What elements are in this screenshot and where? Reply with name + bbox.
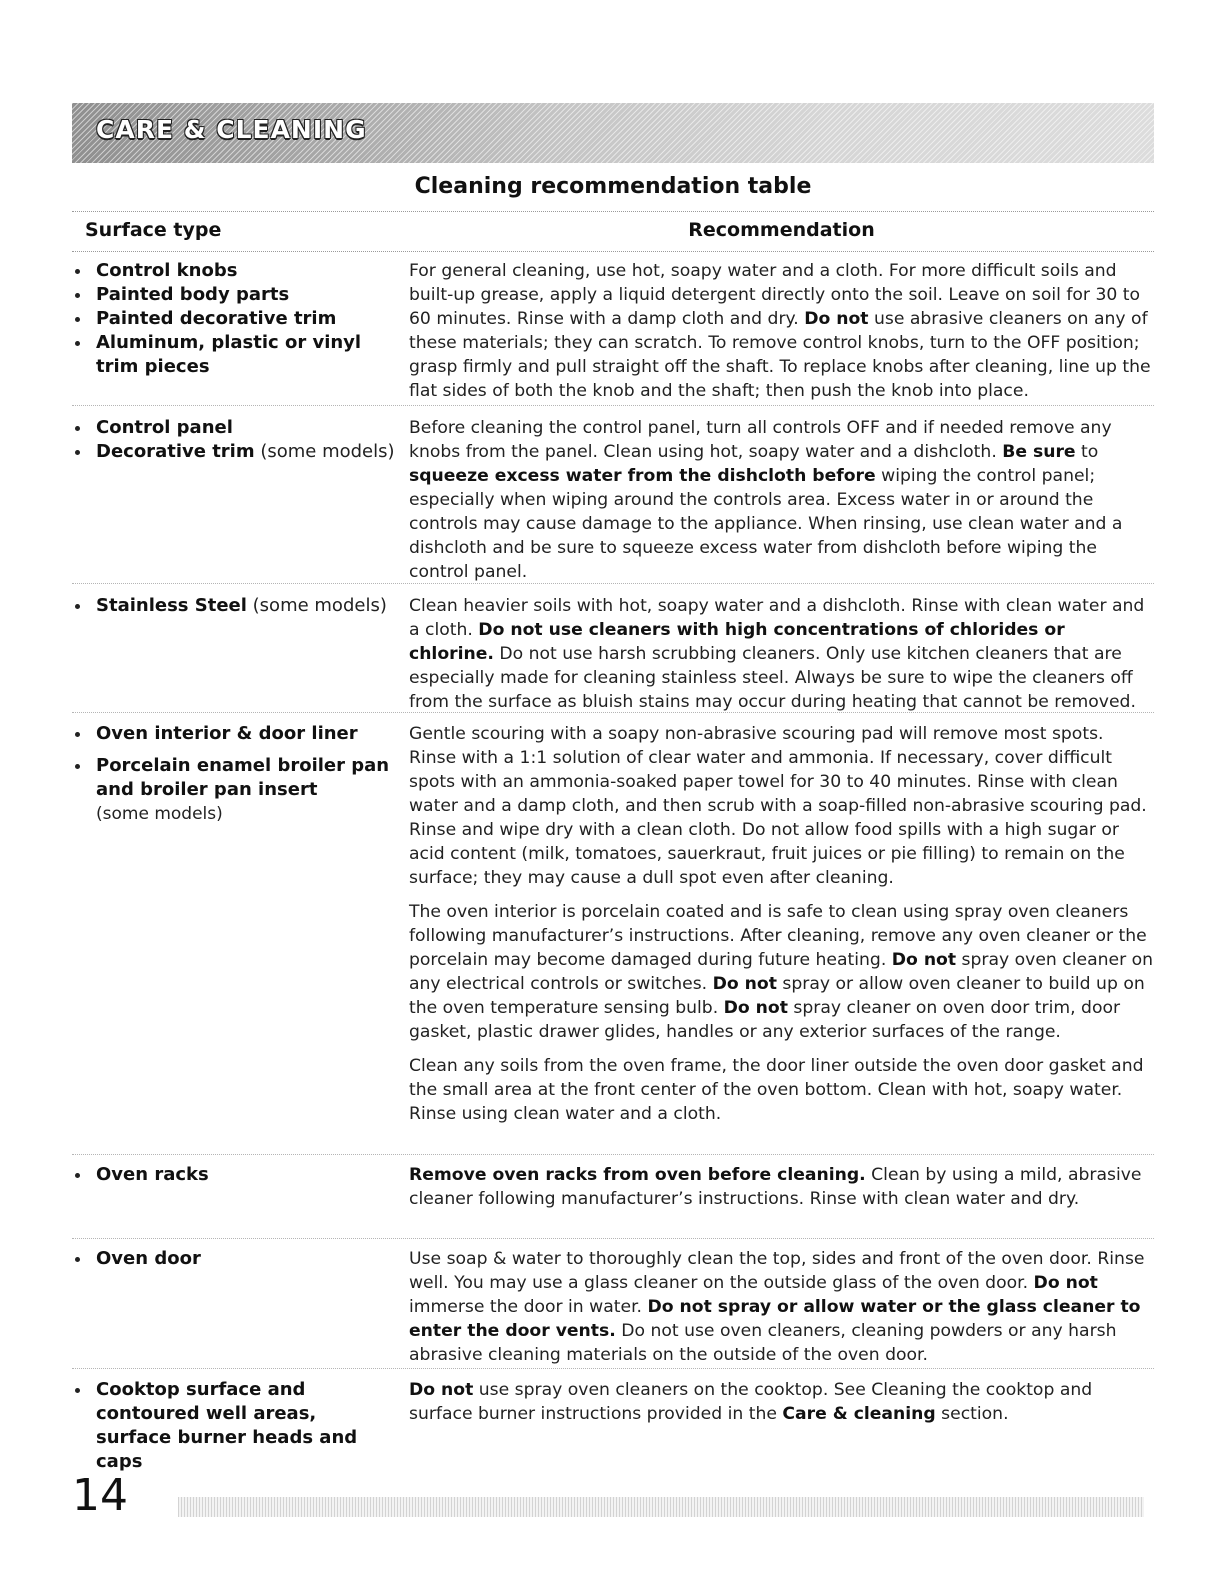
surface-name: Cooktop surface and contoured well areas, surface burner heads and caps <box>96 1379 358 1472</box>
body-text: Clean any soils from the oven frame, the door liner outside the oven door gasket and the small area at the front center of the oven bottom. Clean with hot, soapy water. Rinse using clean water and a cloth. <box>409 1056 1144 1124</box>
table-title: Cleaning recommendation table <box>414 174 812 199</box>
surface-name: Painted body parts <box>96 284 290 305</box>
row-divider <box>72 583 1154 584</box>
body-text: use spray oven cleaners on the cooktop. See Cleaning the cooktop and surface burner instructions provided in the <box>409 1380 1093 1424</box>
surface-name: Painted decorative trim <box>96 308 337 329</box>
body-text: For general cleaning, use hot, soapy water and a cloth. For more difficult soils and built-up grease, apply a liquid detergent directly onto the soil. Leave on soil for 30 to 60 minutes. Rinse with a damp cloth and dry. <box>409 261 1141 329</box>
recommendation-paragraph <box>409 722 1154 890</box>
emphasis-text: Care & cleaning <box>782 1404 936 1424</box>
surface-item <box>72 416 397 440</box>
section-banner <box>72 103 1154 163</box>
body-text: Gentle scouring with a soapy non-abrasive scouring pad will remove most spots. Rinse with a 1:1 solution of clear water and ammonia. If necessary, cover difficult spots with an ammonia-soaked paper towel for 30 to 40 minutes. Rinse with clean water and a damp cloth, and then scrub with a soap-filled non-abrasive scouring pad. Rinse and wipe dry with a clean cloth. Do not allow food spills with a high sugar or acid content (milk, tomatoes, sauerkraut, fruit juices or pie filling) to remain on the surface; they may cause a dull spot even after cleaning. <box>409 724 1147 888</box>
row-divider <box>72 405 1154 406</box>
recommendation-cell <box>409 594 1154 714</box>
emphasis-text: Be sure <box>1002 442 1076 462</box>
surface-item <box>72 754 397 826</box>
body-text: wiping the control panel; especially when wiping around the controls area. Excess water in or around the controls may cause damage to the appliance. When rinsing, use clean water and a dishcloth and be sure to squeeze excess water from dishcloth before wiping the control panel. <box>409 466 1123 582</box>
page-number: 14 <box>72 1470 128 1521</box>
surface-name: Aluminum, plastic or vinyl trim pieces <box>96 332 362 377</box>
surface-name: Stainless Steel <box>96 595 247 616</box>
column-header-recommendation: Recommendation <box>688 219 875 241</box>
surface-cell <box>72 594 397 618</box>
surface-item <box>72 440 397 464</box>
recommendation-cell <box>409 722 1154 1126</box>
body-text: to <box>1075 442 1099 462</box>
recommendation-paragraph <box>409 1378 1154 1426</box>
surface-list <box>72 1378 397 1474</box>
surface-note: (some models) <box>254 441 395 462</box>
emphasis-text: Do not <box>1033 1273 1098 1293</box>
body-text: The oven interior is porcelain coated and is safe to clean using spray oven cleaners following manufacturer’s instructions. After cleaning, remove any oven cleaner or the porcelain may become damaged during future heating. <box>409 902 1147 970</box>
surface-item <box>72 307 397 331</box>
recommendation-cell <box>409 1163 1154 1211</box>
surface-name: Porcelain enamel broiler pan and broiler pan insert <box>96 755 390 800</box>
footer-bar <box>178 1497 1144 1517</box>
surface-note: (some models) <box>96 804 223 824</box>
body-text: spray cleaner on oven door trim, door gasket, plastic drawer glides, handles or any exterior surfaces of the range. <box>409 998 1121 1042</box>
surface-list <box>72 594 397 618</box>
surface-name: Oven interior & door liner <box>96 723 358 744</box>
surface-cell <box>72 1163 397 1187</box>
recommendation-paragraph <box>409 1054 1154 1126</box>
emphasis-text: squeeze excess water from the dishcloth before <box>409 466 876 486</box>
surface-item <box>72 594 397 618</box>
column-header-surface: Surface type <box>85 219 222 241</box>
row-divider <box>72 1368 1154 1369</box>
surface-cell <box>72 259 397 379</box>
surface-item <box>72 259 397 283</box>
surface-item <box>72 283 397 307</box>
surface-cell <box>72 1378 397 1474</box>
surface-list <box>72 416 397 464</box>
surface-name: Oven door <box>96 1248 201 1269</box>
row-divider <box>72 1238 1154 1239</box>
body-text: spray oven cleaner on any electrical controls or switches. <box>409 950 1154 994</box>
emphasis-text: Do not <box>409 1380 474 1400</box>
recommendation-cell <box>409 1378 1154 1426</box>
recommendation-cell <box>409 1247 1154 1367</box>
surface-item <box>72 1378 397 1474</box>
emphasis-text: Do not <box>723 998 788 1018</box>
emphasis-text: Do not spray or allow water or the glass cleaner to enter the door vents. <box>409 1297 1141 1341</box>
recommendation-paragraph <box>409 900 1154 1044</box>
surface-note: (some models) <box>246 595 387 616</box>
surface-name: Oven racks <box>96 1164 209 1185</box>
surface-list <box>72 259 397 379</box>
recommendation-paragraph <box>409 1163 1154 1211</box>
body-text: Use soap & water to thoroughly clean the top, sides and front of the oven door. Rinse well. You may use a glass cleaner on the outside glass of the oven door. <box>409 1249 1145 1293</box>
recommendation-paragraph <box>409 259 1154 403</box>
emphasis-text: Do not <box>804 309 869 329</box>
surface-list <box>72 1163 397 1187</box>
surface-list <box>72 722 397 826</box>
header-rule-bottom <box>72 251 1154 252</box>
emphasis-text: Remove oven racks from oven before cleaning. <box>409 1165 866 1185</box>
recommendation-paragraph <box>409 1247 1154 1367</box>
surface-name: Decorative trim <box>96 441 255 462</box>
surface-list <box>72 1247 397 1271</box>
recommendation-cell <box>409 416 1154 584</box>
surface-item <box>72 1247 397 1271</box>
body-text: immerse the door in water. <box>409 1297 648 1317</box>
row-divider <box>72 1154 1154 1155</box>
emphasis-text: Do not <box>712 974 777 994</box>
section-title: CARE & CLEANING <box>96 115 367 144</box>
surface-name: Control knobs <box>96 260 238 281</box>
body-text: section. <box>935 1404 1009 1424</box>
surface-name: Control panel <box>96 417 233 438</box>
surface-cell <box>72 722 397 826</box>
surface-item <box>72 722 397 746</box>
row-divider <box>72 712 1154 713</box>
emphasis-text: Do not use cleaners with high concentrations of chlorides or chlorine. <box>409 620 1065 664</box>
body-text: use abrasive cleaners on any of these materials; they can scratch. To remove control knobs, turn to the OFF position; grasp firmly and pull straight off the shaft. To replace knobs after cleaning, line up the flat sides of both the knob and the shaft; then push the knob into place. <box>409 309 1151 401</box>
body-text: Do not use harsh scrubbing cleaners. Only use kitchen cleaners that are especially made for cleaning stainless steel. Always be sure to wipe the cleaners off from the surface as bluish stains may occur during heating that cannot be removed. <box>409 644 1136 712</box>
recommendation-paragraph <box>409 594 1154 714</box>
surface-cell <box>72 1247 397 1271</box>
recommendation-cell <box>409 259 1154 403</box>
body-text: Do not use oven cleaners, cleaning powders or any harsh abrasive cleaning materials on the outside of the oven door. <box>409 1321 1117 1365</box>
body-text: Before cleaning the control panel, turn all controls OFF and if needed remove any knobs from the panel. Clean using hot, soapy water and a dishcloth. <box>409 418 1112 462</box>
header-rule-top <box>72 211 1154 212</box>
emphasis-text: Do not <box>891 950 957 970</box>
body-text: Clean by using a mild, abrasive cleaner following manufacturer’s instructions. Rinse with clean water and dry. <box>409 1165 1142 1209</box>
body-text: Clean heavier soils with hot, soapy water and a dishcloth. Rinse with clean water and a cloth. <box>409 596 1145 640</box>
body-text: spray or allow oven cleaner to build up on the oven temperature sensing bulb. <box>409 974 1145 1018</box>
surface-item <box>72 331 397 379</box>
recommendation-paragraph <box>409 416 1154 584</box>
surface-cell <box>72 416 397 464</box>
surface-item <box>72 1163 397 1187</box>
